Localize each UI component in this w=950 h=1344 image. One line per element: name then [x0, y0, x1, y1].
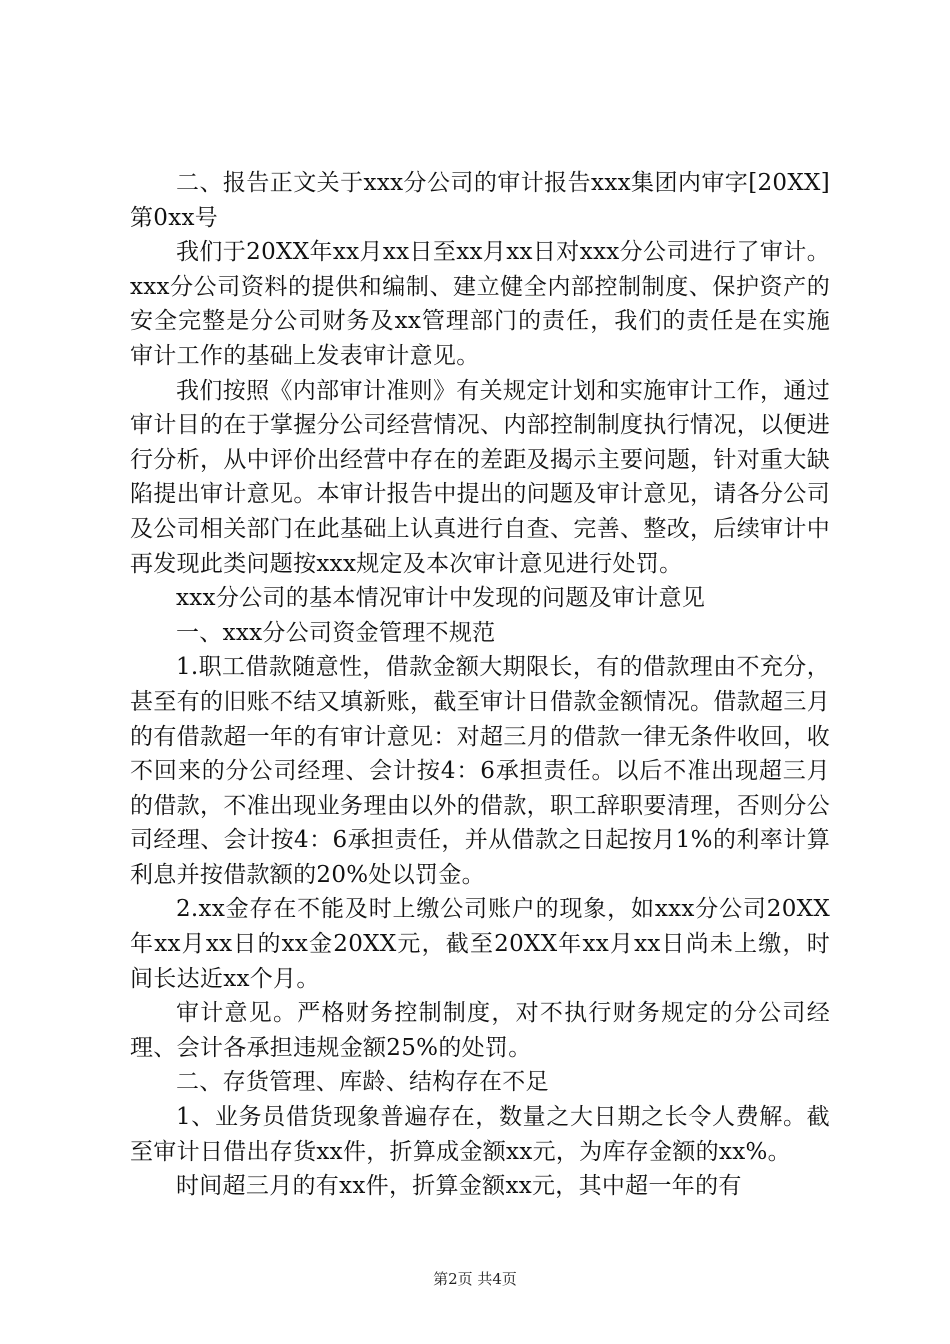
document-body — [130, 166, 830, 1204]
inventory-overdue-paragraph: 时间超三月的有xx件，折算金额xx元，其中超一年的有 — [176, 1173, 742, 1200]
report-heading: 二、报告正文关于xxx分公司的审计报告xxx集团内审字[20XX]第0xx号 — [130, 170, 830, 231]
section-2-heading: 二、存货管理、库龄、结构存在不足 — [176, 1069, 549, 1096]
inventory-item-1-paragraph: 1、业务员借货现象普遍存在，数量之大日期之长令人费解。截至审计日借出存货xx件，折算成金额xx元，为库存金额的xx%。 — [130, 1104, 830, 1165]
audit-basis-paragraph: 我们按照《内部审计准则》有关规定计划和实施审计工作，通过审计目的在于掌握分公司经营情况、内部控制制度执行情况，以便进行分析，从中评价出经营中存在的差距及揭示主要问题，针对重大缺陷提出审计意见。本审计报告中提出的问题及审计意见，请各分公司及公司相关部门在此基础上认真进行自查、完善、整改，后续审计中再发现此类问题按xxx规定及本次审计意见进行处罚。 — [130, 377, 830, 577]
audit-scope-paragraph: 我们于20XX年xx月xx日至xx月xx日对xxx分公司进行了审计。xxx分公司资料的提供和编制、建立健全内部控制制度、保护资产的安全完整是分公司财务及xx管理部门的责任，我们的责任是在实施审计工作的基础上发表审计意见。 — [130, 239, 830, 369]
section-1-heading: 一、xxx分公司资金管理不规范 — [176, 619, 496, 646]
item-1-paragraph: 1.职工借款随意性，借款金额大期限长，有的借款理由不充分，甚至有的旧账不结又填新账，截至审计日借款金额情况。借款超三月的有借款超一年的有审计意见：对超三月的借款一律无条件收回，收不回来的分公司经理、会计按4：6承担责任。以后不准出现超三月的借款，不准出现业务理由以外的借款，职工辞职要清理，否则分公司经理、会计按4：6承担责任，并从借款之日起按月1%的利率计算利息并按借款额的20%处以罚金。 — [130, 654, 830, 888]
page-number-footer: 第2页 共4页 — [433, 1270, 517, 1288]
section-intro-heading: xxx分公司的基本情况审计中发现的问题及审计意见 — [176, 585, 706, 612]
audit-opinion-paragraph: 审计意见。严格财务控制制度，对不执行财务规定的分公司经理、会计各承担违规金额25%的处罚。 — [130, 1000, 830, 1061]
item-2-paragraph: 2.xx金存在不能及时上缴公司账户的现象，如xxx分公司20XX年xx月xx日的xx金20XX元，截至20XX年xx月xx日尚未上缴，时间长达近xx个月。 — [130, 896, 830, 992]
